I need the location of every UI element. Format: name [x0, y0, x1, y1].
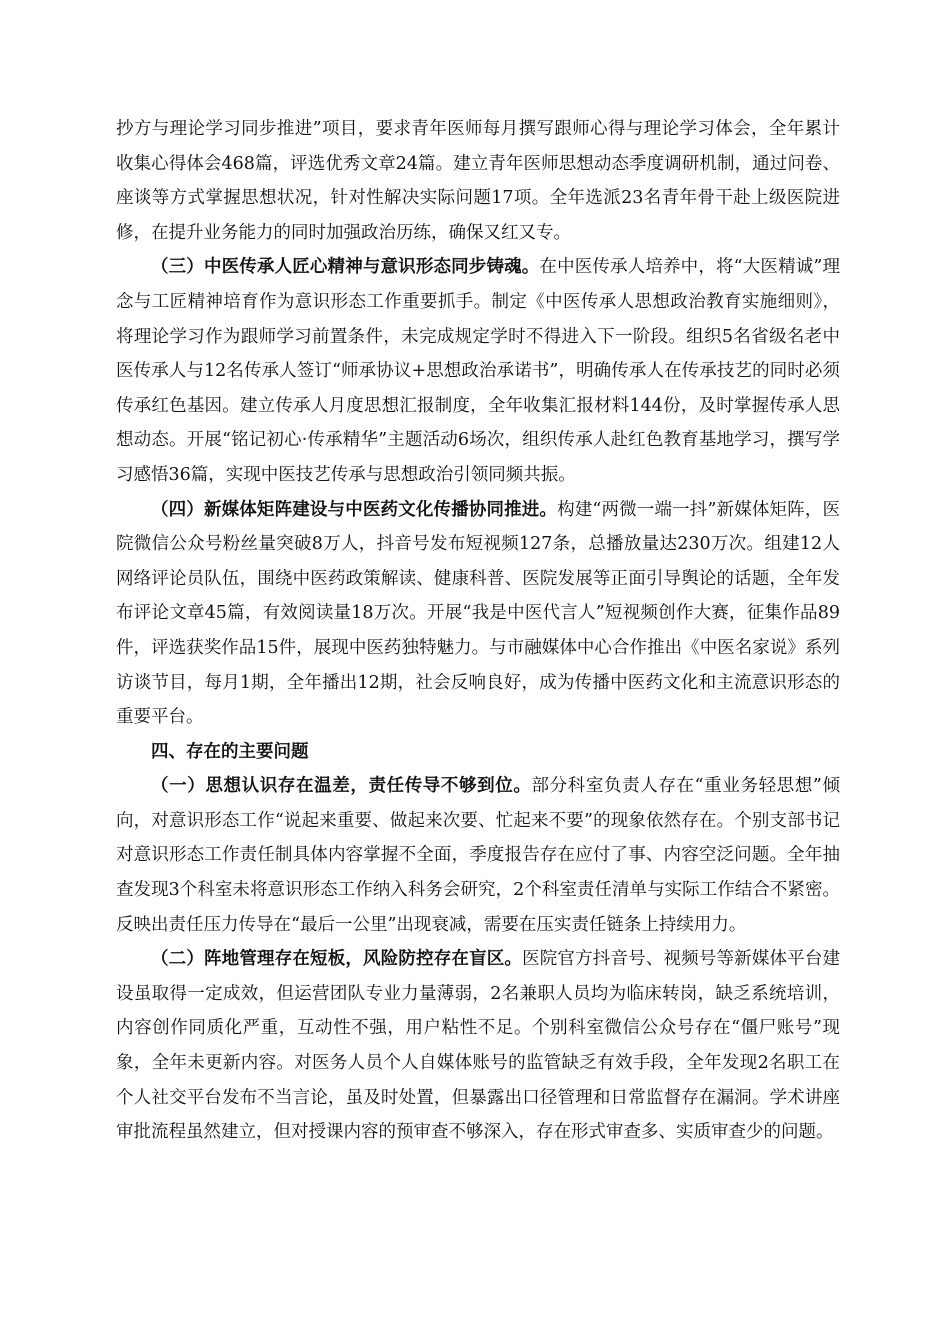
heading-section-3: （三）中医传承人匠心精神与意识形态同步铸魂。 [151, 257, 540, 278]
section-title-problems: 四、存在的主要问题 [151, 741, 309, 762]
body-section-4: 构建“两微一端一抖”新媒体矩阵，医院微信公众号粉丝量突破8万人，抖音号发布短视频127条，总播放量达230万次。组建12人网络评论员队伍，围绕中医药政策解读、健康科普、医院发展等正面引导舆论的话题，全年发布评论文章45篇，有效阅读量18万次。开展“我是中医代言人”短视频创作大赛，征集作品89件，评选获奖作品15件，展现中医药独特魅力。与市融媒体中心合作推出《中医名家说》系列访谈节目，每月1期，全年播出12期，社会反响良好，成为传播中医药文化和主流意识形态的重要平台。 [116, 499, 840, 728]
body-section-3: 在中医传承人培养中，将“大医精诚”理念与工匠精神培育作为意识形态工作重要抓手。制定《中医传承人思想政治教育实施细则》，将理论学习作为跟师学习前置条件，未完成规定学时不得进入下一阶段。组织5名省级名老中医传承人与12名传承人签订“师承协议+思想政治承诺书”，明确传承人在传承技艺的同时必须传承红色基因。建立传承人月度思想汇报制度，全年收集汇报材料144份，及时掌握传承人思想动态。开展“铭记初心·传承精华”主题活动6场次，组织传承人赴红色教育基地学习，撰写学习感悟36篇，实现中医技艺传承与思想政治引领同频共振。 [116, 257, 840, 485]
paragraph-section-3 [116, 250, 840, 492]
heading-section-4: （四）新媒体矩阵建设与中医药文化传播协同推进。 [151, 499, 558, 520]
heading-problem-1: （一）思想认识存在温差，责任传导不够到位。 [151, 776, 532, 797]
document-page [116, 112, 840, 1150]
paragraph-section-4 [116, 493, 840, 735]
paragraph-problem-1 [116, 769, 840, 942]
paragraph-continuation: 抄方与理论学习同步推进”项目，要求青年医师每月撰写跟师心得与理论学习体会，全年累计收集心得体会468篇，评选优秀文章24篇。建立青年医师思想动态季度调研机制，通过问卷、座谈等方式掌握思想状况，针对性解决实际问题17项。全年选派23名青年骨干赴上级医院进修，在提升业务能力的同时加强政治历练，确保又红又专。 [116, 119, 840, 243]
heading-problem-2: （二）阵地管理存在短板，风险防控存在盲区。 [151, 949, 523, 970]
body-problem-1: 部分科室负责人存在“重业务轻思想”倾向，对意识形态工作“说起来重要、做起来次要、忙起来不要”的现象依然存在。个别支部书记对意识形态工作责任制具体内容掌握不全面，季度报告存在应付了事、内容空泛问题。全年抽查发现3个科室未将意识形态工作纳入科务会研究，2个科室责任清单与实际工作结合不紧密。反映出责任压力传导在“最后一公里”出现衰减，需要在压实责任链条上持续用力。 [116, 776, 840, 935]
paragraph-problem-2 [116, 942, 840, 1150]
body-problem-2: 医院官方抖音号、视频号等新媒体平台建设虽取得一定成效，但运营团队专业力量薄弱，2名兼职人员均为临床转岗，缺乏系统培训，内容创作同质化严重，互动性不强，用户粘性不足。个别科室微信公众号存在“僵尸账号”现象，全年未更新内容。对医务人员个人自媒体账号的监管缺乏有效手段，全年发现2名职工在个人社交平台发布不当言论，虽及时处置，但暴露出口径管理和日常监督存在漏洞。学术讲座审批流程虽然建立，但对授课内容的预审查不够深入，存在形式审查多、实质审查少的问题。 [116, 949, 841, 1143]
